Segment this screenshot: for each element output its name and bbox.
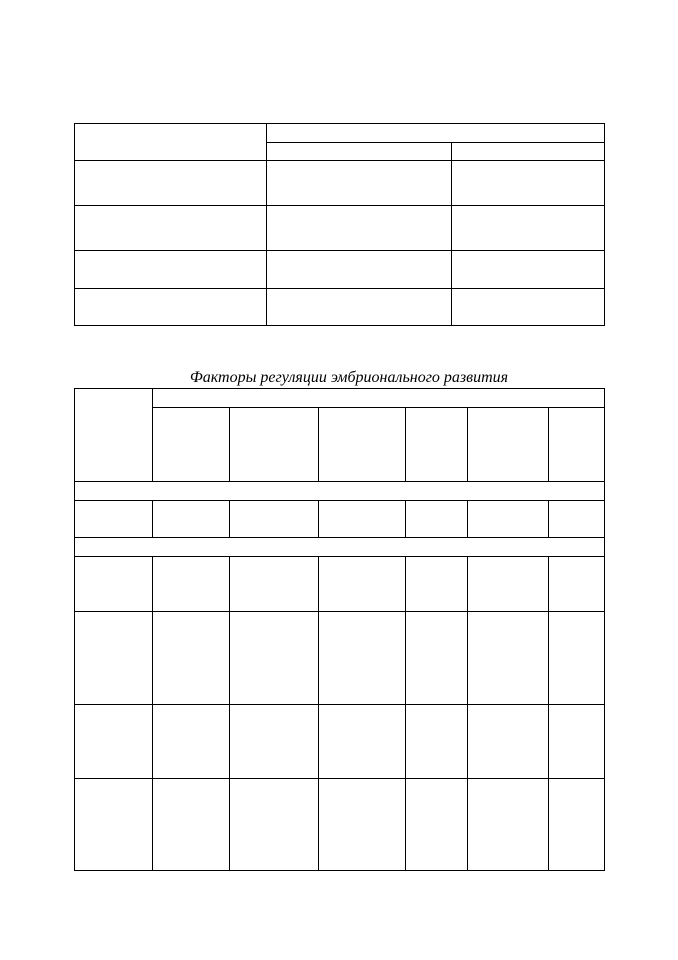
- table-cell: [153, 557, 230, 612]
- table-cell: [153, 705, 230, 779]
- table-row: [75, 289, 605, 326]
- table-cell: [452, 251, 605, 289]
- table-2-header-cell-sub-3: [319, 408, 406, 482]
- table-cell: [75, 161, 267, 206]
- table-row: [75, 251, 605, 289]
- table-cell: [468, 705, 549, 779]
- table-cell: [468, 612, 549, 705]
- table-cell: [267, 161, 452, 206]
- table-1-header-cell-sub-1: [267, 143, 452, 161]
- table-cell: [319, 705, 406, 779]
- table-row: [75, 501, 605, 538]
- embryonic-regulation-factors-table: [74, 388, 605, 871]
- table-2-header-cell-sub-6: [549, 408, 605, 482]
- table-row: [75, 779, 605, 871]
- table-row: [75, 557, 605, 612]
- table-cell: [468, 501, 549, 538]
- table-section-cell: [75, 538, 605, 557]
- table-cell: [452, 289, 605, 326]
- table-cell: [452, 161, 605, 206]
- table-2-header-cell-sub-4: [406, 408, 468, 482]
- table-cell: [230, 557, 319, 612]
- table-1-header-cell-group: [267, 124, 605, 143]
- table-cell: [406, 557, 468, 612]
- table-cell: [75, 557, 153, 612]
- table-cell: [267, 251, 452, 289]
- table-cell: [319, 612, 406, 705]
- table-cell: [468, 779, 549, 871]
- table-cell: [549, 501, 605, 538]
- table-cell: [468, 557, 549, 612]
- table-cell: [452, 206, 605, 251]
- empty-table-1: [74, 123, 605, 326]
- table-2-caption: Факторы регуляции эмбрионального развития: [189, 369, 509, 386]
- table-row: [75, 161, 605, 206]
- table-2-section-row-1: [75, 482, 605, 501]
- table-cell: [319, 501, 406, 538]
- table-cell: [153, 779, 230, 871]
- table-cell: [406, 705, 468, 779]
- table-2-header-cell-sub-5: [468, 408, 549, 482]
- table-row: [75, 612, 605, 705]
- table-2-header-cell-sub-2: [230, 408, 319, 482]
- table-row: [75, 705, 605, 779]
- table-cell: [549, 557, 605, 612]
- table-2-header-cell-rowlabel: [75, 389, 153, 482]
- table-cell: [230, 501, 319, 538]
- table-row: [75, 206, 605, 251]
- table-2-header-cell-group: [153, 389, 605, 408]
- table-section-cell: [75, 482, 605, 501]
- table-cell: [319, 779, 406, 871]
- table-2-header-cell-sub-1: [153, 408, 230, 482]
- table-cell: [549, 779, 605, 871]
- table-1-header-row-1: [75, 124, 605, 143]
- table-2-section-row-2: [75, 538, 605, 557]
- table-cell: [230, 705, 319, 779]
- table-cell: [75, 251, 267, 289]
- table-cell: [230, 612, 319, 705]
- table-1-header-cell-sub-2: [452, 143, 605, 161]
- table-cell: [75, 289, 267, 326]
- table-cell: [549, 705, 605, 779]
- table-cell: [75, 501, 153, 538]
- table-cell: [230, 779, 319, 871]
- table-cell: [75, 612, 153, 705]
- table-2-header-row-1: [75, 389, 605, 408]
- table-cell: [549, 612, 605, 705]
- table-cell: [406, 612, 468, 705]
- table-2-header-row-2: [75, 408, 605, 482]
- table-cell: [153, 501, 230, 538]
- table-cell: [406, 779, 468, 871]
- table-cell: [319, 557, 406, 612]
- table-cell: [153, 612, 230, 705]
- table-cell: [267, 206, 452, 251]
- table-1-header-cell-rowlabel: [75, 124, 267, 161]
- table-cell: [75, 206, 267, 251]
- table-cell: [267, 289, 452, 326]
- table-cell: [75, 705, 153, 779]
- table-cell: [406, 501, 468, 538]
- table-cell: [75, 779, 153, 871]
